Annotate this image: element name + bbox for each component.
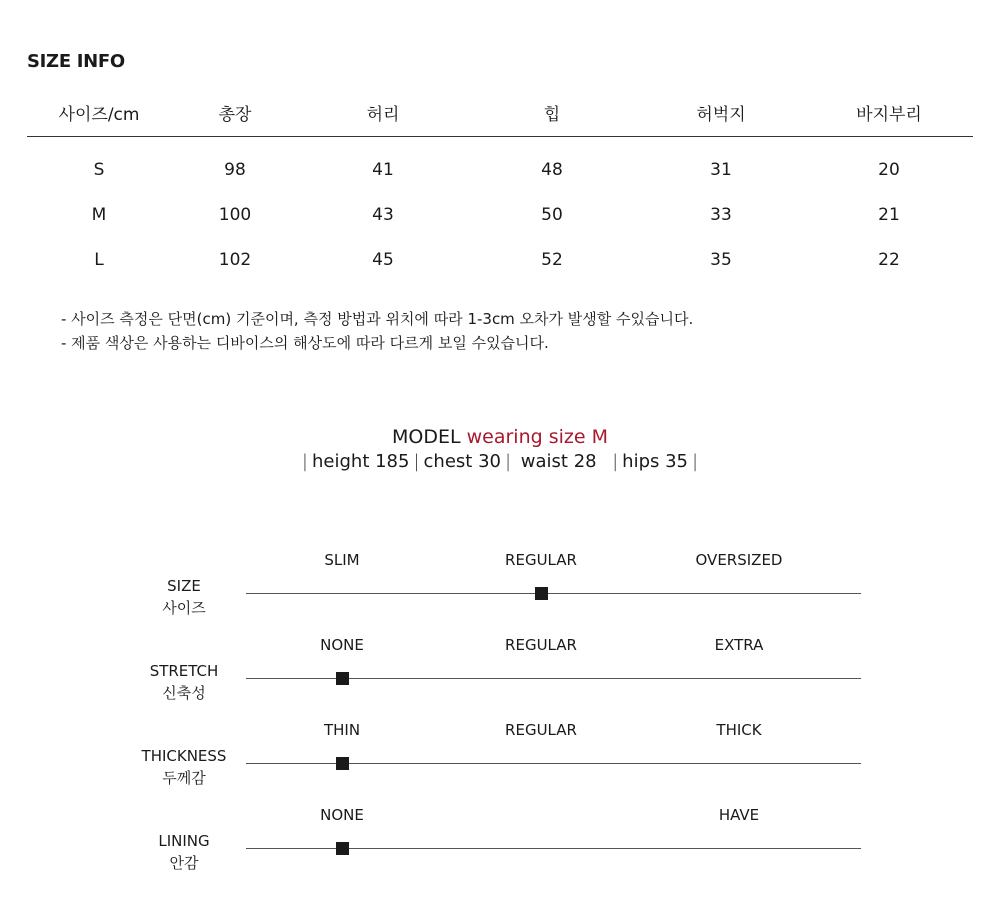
model-measurements <box>0 450 1000 474</box>
table-cell: 52 <box>541 249 563 270</box>
separator: | <box>612 451 619 472</box>
fit-label-en: THICKNESS <box>141 747 227 765</box>
separator: | <box>301 451 308 472</box>
separator: | <box>413 451 420 472</box>
size-notes <box>61 307 693 355</box>
fit-option-oversized: OVERSIZED <box>695 551 783 569</box>
fit-label-stretch <box>124 660 244 704</box>
fit-label-ko: 신축성 <box>162 684 206 702</box>
fit-scale-line <box>246 593 861 594</box>
fit-row-lining <box>0 805 1000 890</box>
model-height: height 185 <box>312 451 410 472</box>
fit-label-ko: 안감 <box>169 854 199 872</box>
table-cell: M <box>91 204 107 225</box>
note-color: - 제품 색상은 사용하는 디바이스의 해상도에 따라 다르게 보일 수있습니다. <box>61 334 549 352</box>
fit-label-size <box>124 575 244 619</box>
fit-option-regular: REGULAR <box>505 551 577 569</box>
fit-option-regular: REGULAR <box>505 721 577 739</box>
table-row <box>27 237 973 282</box>
note-measurement: - 사이즈 측정은 단면(cm) 기준이며, 측정 방법과 위치에 따라 1-3cm 오차가 발생할 수있습니다. <box>61 310 694 328</box>
fit-label-ko: 두께감 <box>162 769 206 787</box>
table-cell: 48 <box>541 159 563 180</box>
table-cell: L <box>94 249 104 270</box>
header-thigh: 허벅지 <box>637 88 805 137</box>
table-cell: 43 <box>372 204 394 225</box>
fit-label-en: STRETCH <box>149 662 219 680</box>
table-row <box>27 192 973 237</box>
fit-option-none: NONE <box>320 636 364 654</box>
table-cell: 22 <box>878 249 900 270</box>
separator: | <box>504 451 512 472</box>
table-cell: 35 <box>710 249 732 270</box>
table-cell: 100 <box>218 204 252 225</box>
header-waist: 허리 <box>299 88 467 137</box>
fit-label-en: SIZE <box>167 577 201 595</box>
table-cell: 45 <box>372 249 394 270</box>
fit-row-size <box>0 550 1000 635</box>
model-chest: chest 30 <box>423 451 501 472</box>
fit-row-thickness <box>0 720 1000 805</box>
model-hips: hips 35 <box>622 451 688 472</box>
table-cell: 50 <box>541 204 563 225</box>
header-hem: 바지부리 <box>805 88 973 137</box>
fit-option-regular: REGULAR <box>505 636 577 654</box>
fit-option-extra: EXTRA <box>714 636 764 654</box>
size-info-title: SIZE INFO <box>27 51 125 72</box>
fit-selected-marker <box>336 672 349 685</box>
table-cell: 41 <box>372 159 394 180</box>
header-total-length: 총장 <box>171 88 299 137</box>
fit-option-thick: THICK <box>716 721 762 739</box>
fit-label-ko: 사이즈 <box>162 599 206 617</box>
fit-selected-marker <box>336 757 349 770</box>
fit-label-thickness <box>124 745 244 789</box>
table-cell: 33 <box>710 204 732 225</box>
size-table-header-row <box>27 88 973 137</box>
fit-row-stretch <box>0 635 1000 720</box>
table-row <box>27 137 973 193</box>
separator: | <box>692 451 699 472</box>
model-wearing-size: wearing size M <box>466 426 608 448</box>
table-cell: 20 <box>878 159 900 180</box>
fit-option-thin: THIN <box>323 721 361 739</box>
header-size-cm: 사이즈/cm <box>27 88 171 137</box>
fit-selected-marker <box>535 587 548 600</box>
model-heading <box>0 425 1000 449</box>
fit-option-have: HAVE <box>718 806 760 824</box>
fit-option-slim: SLIM <box>324 551 360 569</box>
table-cell: 102 <box>218 249 252 270</box>
table-cell: 21 <box>878 204 900 225</box>
fit-option-none: NONE <box>320 806 364 824</box>
fit-selected-marker <box>336 842 349 855</box>
header-hip: 힙 <box>467 88 637 137</box>
model-waist: waist 28 <box>520 451 597 472</box>
table-cell: 98 <box>224 159 246 180</box>
fit-label-lining <box>124 830 244 874</box>
model-label: MODEL <box>391 426 461 448</box>
size-table <box>27 88 973 282</box>
fit-label-en: LINING <box>158 832 210 850</box>
table-cell: S <box>93 159 105 180</box>
table-cell: 31 <box>710 159 732 180</box>
